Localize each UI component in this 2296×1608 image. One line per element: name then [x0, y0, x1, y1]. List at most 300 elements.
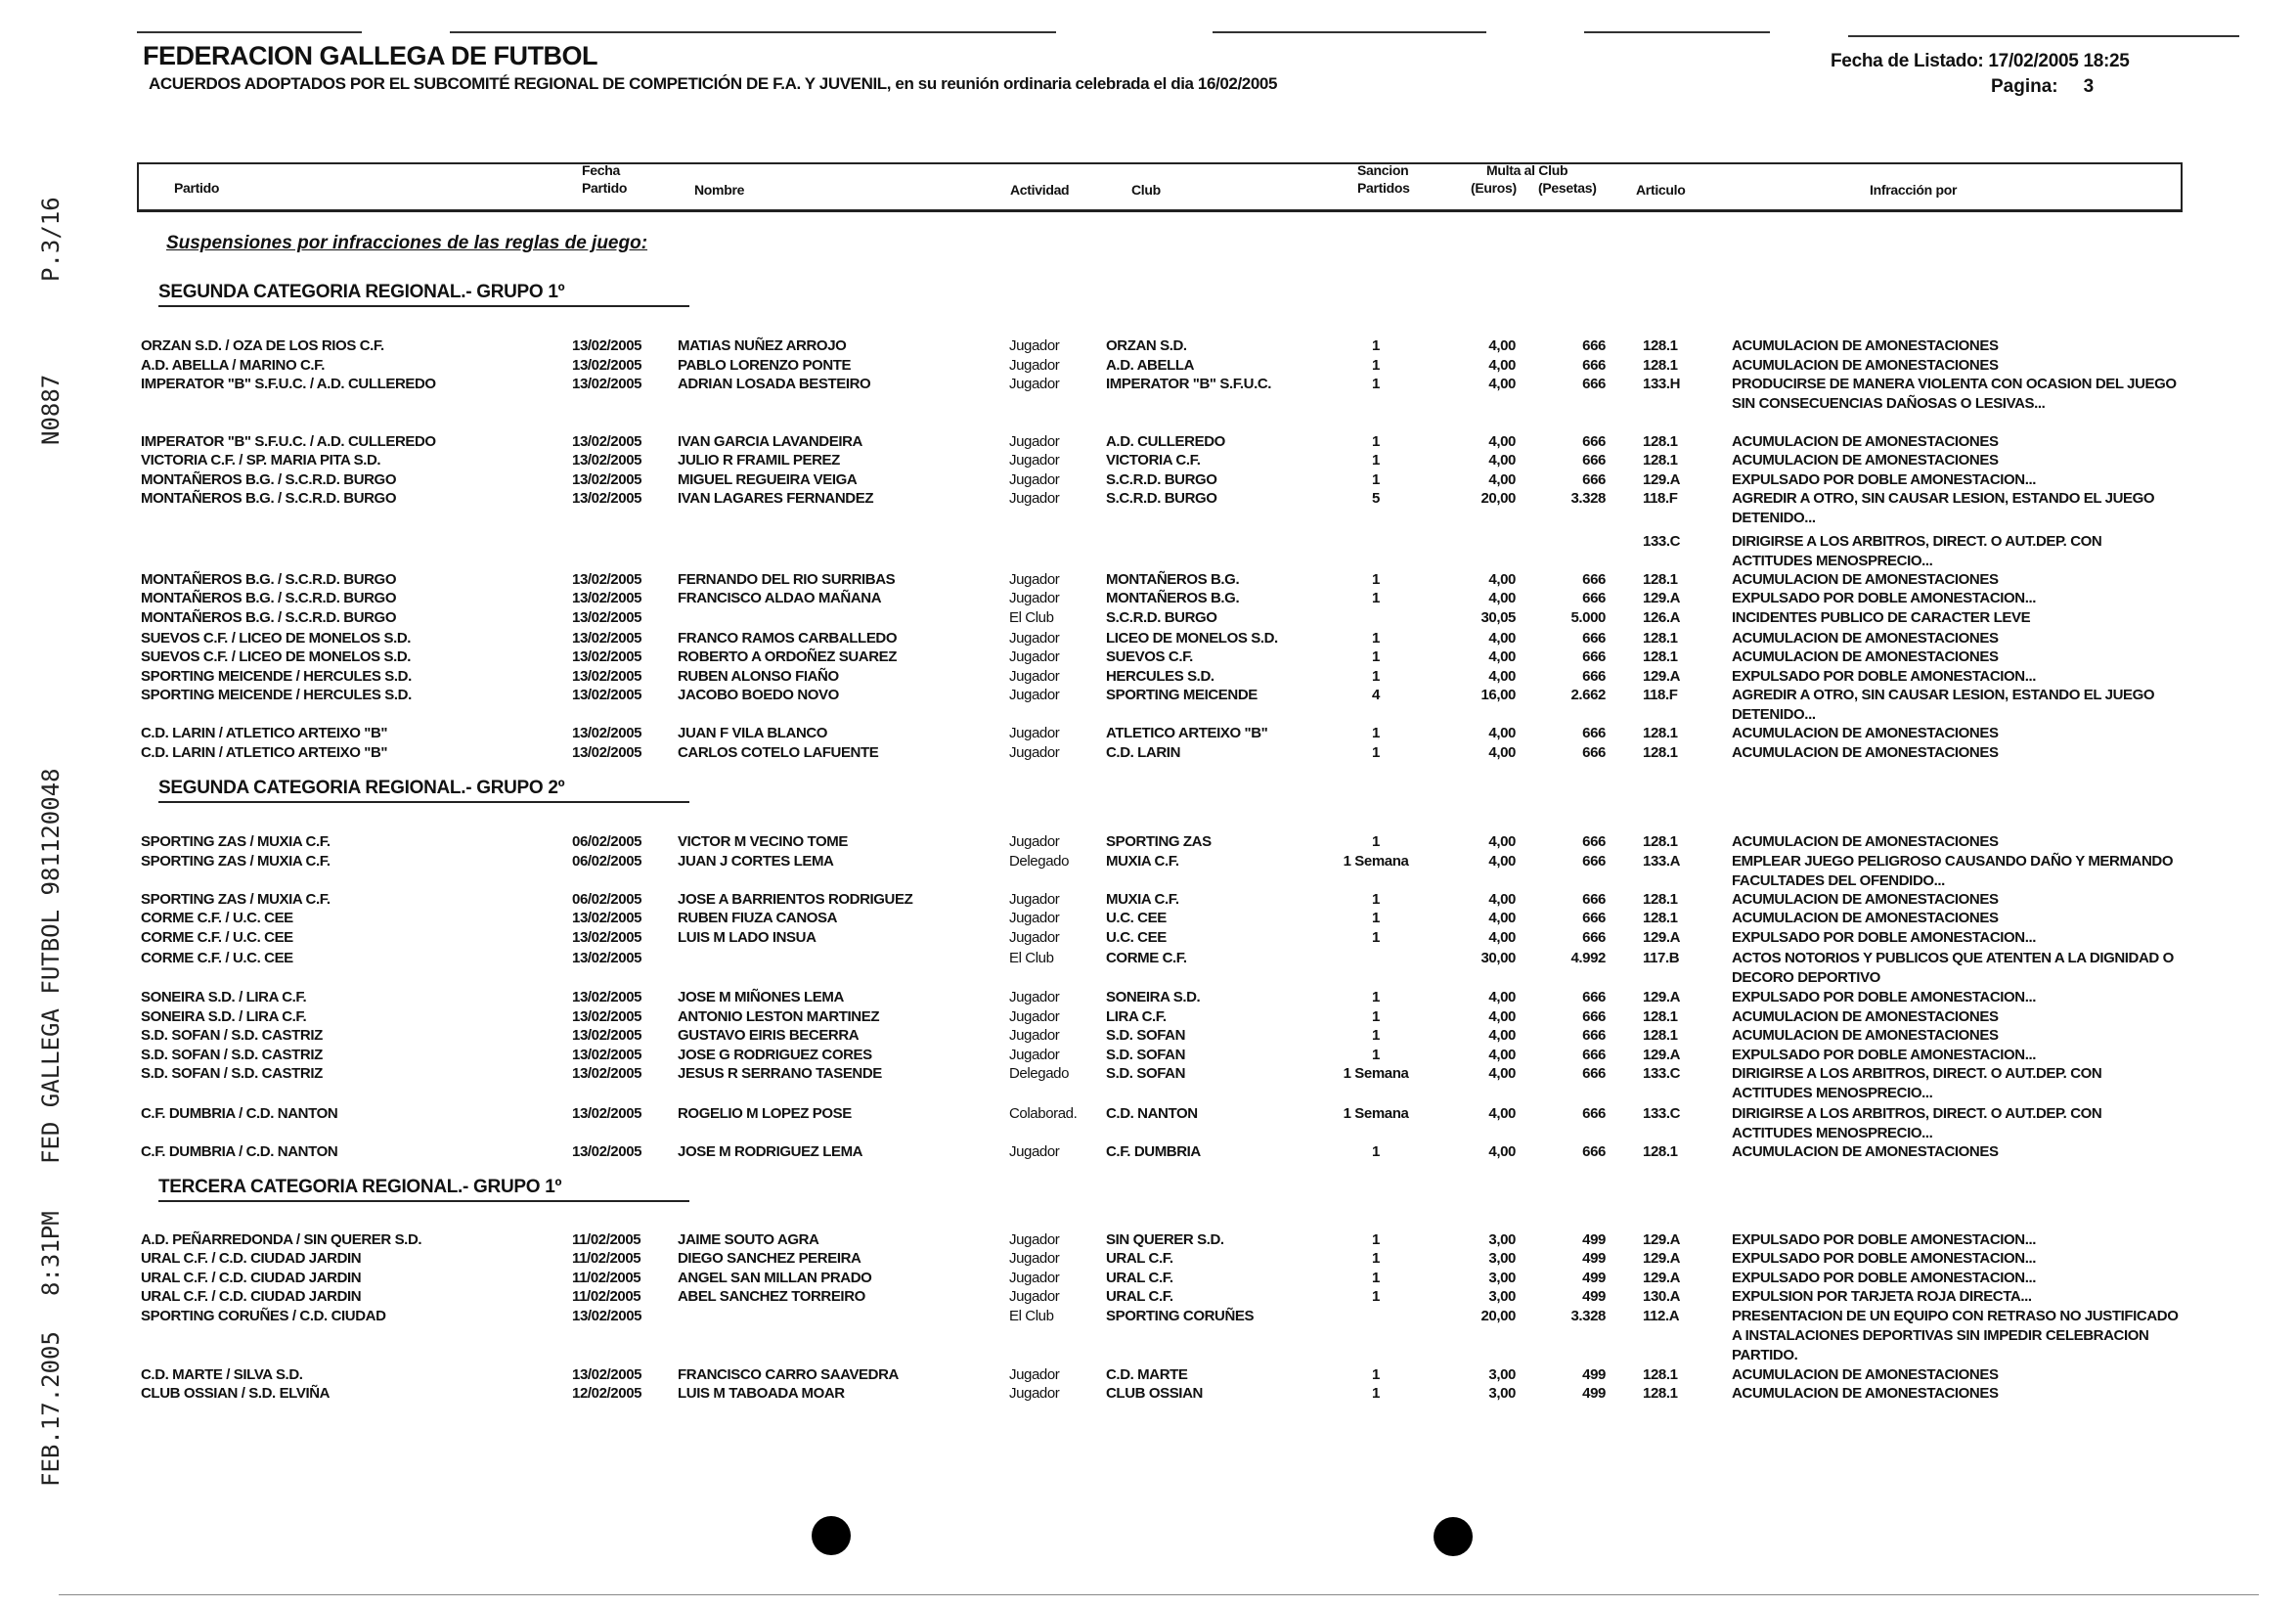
cell-fine-pesetas: 666 [1582, 376, 1606, 392]
cell-fine-euros: 4,00 [1488, 929, 1516, 946]
page-indicator [1991, 76, 2094, 98]
cell-role: Jugador [1009, 590, 1060, 606]
cell-role: Jugador [1009, 989, 1060, 1005]
cell-article: 129.A [1643, 929, 1681, 946]
cell-match: C.F. DUMBRIA / C.D. NANTON [141, 1105, 338, 1122]
cell-match-date: 06/02/2005 [572, 891, 642, 908]
cell-infraction: PRODUCIRSE DE MANERA VIOLENTA CON OCASION DEL JUEGO SIN CONSECUENCIAS DAÑOSAS O LESIVAS... [1732, 376, 2177, 412]
col-infraccion: Infracción por [1870, 182, 1958, 198]
cell-person-name: FERNANDO DEL RIO SURRIBAS [678, 571, 896, 588]
cell-match-date: 13/02/2005 [572, 989, 642, 1005]
fax-sender: FED GALLEGA FUTBOL 981120048 [37, 768, 65, 1164]
scan-line [1848, 35, 2239, 37]
cell-infraction: ACUMULACION DE AMONESTACIONES [1732, 648, 1999, 665]
cell-suspension: 1 [1372, 1288, 1380, 1305]
cell-suspension: 1 [1372, 433, 1380, 450]
table-row [0, 949, 2296, 986]
col-nombre: Nombre [694, 182, 745, 198]
cell-match: CLUB OSSIAN / S.D. ELVIÑA [141, 1385, 331, 1402]
cell-article: 118.F [1643, 687, 1678, 703]
cell-club: S.C.R.D. BURGO [1106, 490, 1217, 507]
cell-fine-pesetas: 666 [1582, 433, 1606, 450]
table-row [0, 336, 2296, 356]
cell-match: SPORTING MEICENDE / HERCULES S.D. [141, 668, 412, 685]
cell-match-date: 13/02/2005 [572, 1366, 642, 1383]
cell-infraction: ACUMULACION DE AMONESTACIONES [1732, 1143, 1999, 1160]
cell-role: Jugador [1009, 687, 1060, 703]
cell-infraction: EXPULSADO POR DOBLE AMONESTACION... [1732, 929, 2037, 946]
cell-article: 133.C [1643, 533, 1681, 550]
cell-fine-pesetas: 666 [1582, 668, 1606, 685]
cell-role: Jugador [1009, 433, 1060, 450]
cell-infraction: EXPULSADO POR DOBLE AMONESTACION... [1732, 668, 2037, 685]
cell-article: 128.1 [1643, 452, 1678, 469]
cell-match: C.D. MARTE / SILVA S.D. [141, 1366, 303, 1383]
cell-fine-pesetas: 666 [1582, 590, 1606, 606]
cell-match-date: 13/02/2005 [572, 929, 642, 946]
cell-club: IMPERATOR "B" S.F.U.C. [1106, 376, 1272, 392]
table-row [0, 988, 2296, 1007]
cell-role: Delegado [1009, 1065, 1070, 1082]
cell-match: ORZAN S.D. / OZA DE LOS RIOS C.F. [141, 337, 384, 354]
cell-match: URAL C.F. / C.D. CIUDAD JARDIN [141, 1250, 362, 1267]
cell-match-date: 13/02/2005 [572, 490, 642, 507]
cell-club: SUEVOS C.F. [1106, 648, 1193, 665]
cell-fine-euros: 3,00 [1488, 1385, 1516, 1402]
cell-role: Jugador [1009, 376, 1060, 392]
cell-article: 133.C [1643, 1065, 1681, 1082]
cell-suspension: 4 [1372, 687, 1380, 703]
cell-match: CORME C.F. / U.C. CEE [141, 929, 293, 946]
fax-number: N0887 [37, 374, 65, 445]
cell-club: URAL C.F. [1106, 1270, 1173, 1286]
scan-line [1213, 31, 1486, 33]
cell-fine-pesetas: 666 [1582, 853, 1606, 870]
cell-match: URAL C.F. / C.D. CIUDAD JARDIN [141, 1288, 362, 1305]
cell-person-name: ANGEL SAN MILLAN PRADO [678, 1270, 872, 1286]
cell-role: Jugador [1009, 833, 1060, 850]
cell-article: 129.A [1643, 989, 1681, 1005]
cell-match-date: 13/02/2005 [572, 1105, 642, 1122]
cell-match: S.D. SOFAN / S.D. CASTRIZ [141, 1047, 323, 1063]
cell-role: Jugador [1009, 490, 1060, 507]
cell-club: MUXIA C.F. [1106, 853, 1179, 870]
cell-infraction: DIRIGIRSE A LOS ARBITROS, DIRECT. O AUT.DEP. CON ACTITUDES MENOSPRECIO... [1732, 533, 2102, 569]
cell-role: Jugador [1009, 910, 1060, 926]
table-row [0, 648, 2296, 667]
cell-match: S.D. SOFAN / S.D. CASTRIZ [141, 1027, 323, 1044]
table-row [0, 1230, 2296, 1250]
cell-person-name: ADRIAN LOSADA BESTEIRO [678, 376, 871, 392]
cell-suspension: 1 [1372, 1231, 1380, 1248]
cell-fine-pesetas: 5.000 [1570, 609, 1606, 626]
cell-role: Jugador [1009, 1250, 1060, 1267]
cell-infraction: ACUMULACION DE AMONESTACIONES [1732, 910, 1999, 926]
cell-fine-euros: 3,00 [1488, 1250, 1516, 1267]
cell-article: 129.A [1643, 1231, 1681, 1248]
cell-match: SUEVOS C.F. / LICEO DE MONELOS S.D. [141, 630, 412, 647]
table-row [0, 1104, 2296, 1141]
cell-suspension: 1 [1372, 590, 1380, 606]
cell-fine-euros: 4,00 [1488, 471, 1516, 488]
fax-page: P.3/16 [37, 197, 65, 282]
cell-article: 129.A [1643, 668, 1681, 685]
col-articulo: Articulo [1636, 182, 1686, 198]
cell-infraction: EXPULSADO POR DOBLE AMONESTACION... [1732, 1250, 2037, 1267]
cell-fine-pesetas: 666 [1582, 929, 1606, 946]
cell-match: SPORTING ZAS / MUXIA C.F. [141, 891, 331, 908]
cell-fine-pesetas: 499 [1582, 1288, 1606, 1305]
cell-person-name: MATIAS NUÑEZ ARROJO [678, 337, 847, 354]
cell-article: 126.A [1643, 609, 1681, 626]
cell-infraction: DIRIGIRSE A LOS ARBITROS, DIRECT. O AUT.DEP. CON ACTITUDES MENOSPRECIO... [1732, 1065, 2102, 1101]
cell-club: S.D. SOFAN [1106, 1047, 1186, 1063]
listing-date: Fecha de Listado: 17/02/2005 18:25 [1831, 51, 2130, 71]
cell-person-name: IVAN GARCIA LAVANDEIRA [678, 433, 862, 450]
table-row [0, 356, 2296, 376]
cell-fine-euros: 3,00 [1488, 1231, 1516, 1248]
table-row [0, 852, 2296, 889]
cell-club: ORZAN S.D. [1106, 337, 1187, 354]
cell-match-date: 13/02/2005 [572, 1008, 642, 1025]
cell-person-name: JULIO R FRAMIL PEREZ [678, 452, 840, 469]
cell-match-date: 13/02/2005 [572, 609, 642, 626]
cell-match: A.D. ABELLA / MARINO C.F. [141, 357, 326, 374]
cell-infraction: PRESENTACION DE UN EQUIPO CON RETRASO NO JUSTIFICADO A INSTALACIONES DEPORTIVAS SIN IMPEDIR CELEBRACION PARTIDO. [1732, 1308, 2179, 1363]
cell-match-date: 13/02/2005 [572, 950, 642, 966]
cell-club: U.C. CEE [1106, 929, 1167, 946]
cell-fine-euros: 4,00 [1488, 1008, 1516, 1025]
scan-line [450, 31, 1056, 33]
cell-infraction: ACUMULACION DE AMONESTACIONES [1732, 433, 1999, 450]
cell-role: Jugador [1009, 1288, 1060, 1305]
group-heading: TERCERA CATEGORIA REGIONAL.- GRUPO 1º [158, 1177, 689, 1202]
cell-article: 129.A [1643, 1047, 1681, 1063]
cell-role: Jugador [1009, 1047, 1060, 1063]
table-row [0, 489, 2296, 526]
table-row [0, 1269, 2296, 1288]
cell-fine-euros: 4,00 [1488, 376, 1516, 392]
cell-club: A.D. ABELLA [1106, 357, 1195, 374]
cell-article: 128.1 [1643, 1027, 1678, 1044]
cell-article: 128.1 [1643, 833, 1678, 850]
cell-infraction: ACUMULACION DE AMONESTACIONES [1732, 571, 1999, 588]
cell-infraction: EXPULSADO POR DOBLE AMONESTACION... [1732, 1047, 2037, 1063]
cell-club: MONTAÑEROS B.G. [1106, 590, 1240, 606]
punch-hole [1434, 1517, 1473, 1556]
cell-suspension: 1 [1372, 833, 1380, 850]
cell-fine-pesetas: 666 [1582, 337, 1606, 354]
cell-article: 128.1 [1643, 744, 1678, 761]
cell-infraction: DIRIGIRSE A LOS ARBITROS, DIRECT. O AUT.DEP. CON ACTITUDES MENOSPRECIO... [1732, 1105, 2102, 1141]
table-row [0, 1046, 2296, 1065]
cell-fine-euros: 4,00 [1488, 433, 1516, 450]
cell-suspension: 1 [1372, 471, 1380, 488]
cell-fine-pesetas: 666 [1582, 357, 1606, 374]
cell-fine-pesetas: 666 [1582, 1065, 1606, 1082]
table-row [0, 1384, 2296, 1404]
cell-article: 129.A [1643, 471, 1681, 488]
table-row [0, 432, 2296, 452]
cell-match: A.D. PEÑARREDONDA / SIN QUERER S.D. [141, 1231, 422, 1248]
scan-line [59, 1594, 2259, 1595]
cell-fine-pesetas: 666 [1582, 630, 1606, 647]
cell-infraction: EXPULSADO POR DOBLE AMONESTACION... [1732, 989, 2037, 1005]
cell-infraction: EMPLEAR JUEGO PELIGROSO CAUSANDO DAÑO Y MERMANDO FACULTADES DEL OFENDIDO... [1732, 853, 2174, 889]
cell-suspension: 1 [1372, 648, 1380, 665]
cell-club: CLUB OSSIAN [1106, 1385, 1203, 1402]
cell-club: LICEO DE MONELOS S.D. [1106, 630, 1278, 647]
cell-match-date: 12/02/2005 [572, 1385, 642, 1402]
cell-person-name: PABLO LORENZO PONTE [678, 357, 852, 374]
cell-infraction: ACTOS NOTORIOS Y PUBLICOS QUE ATENTEN A LA DIGNIDAD O DECORO DEPORTIVO [1732, 950, 2174, 986]
cell-suspension: 1 Semana [1343, 1105, 1409, 1122]
cell-match: SPORTING MEICENDE / HERCULES S.D. [141, 687, 412, 703]
cell-person-name: JOSE A BARRIENTOS RODRIGUEZ [678, 891, 913, 908]
cell-fine-euros: 4,00 [1488, 725, 1516, 741]
cell-match-date: 13/02/2005 [572, 1047, 642, 1063]
cell-match-date: 13/02/2005 [572, 725, 642, 741]
punch-hole [812, 1516, 851, 1555]
cell-match-date: 13/02/2005 [572, 1308, 642, 1324]
col-fecha-top: Fecha [582, 162, 620, 178]
cell-article: 128.1 [1643, 648, 1678, 665]
cell-role: Colaborad. [1009, 1105, 1078, 1122]
cell-suspension: 1 [1372, 725, 1380, 741]
cell-fine-euros: 4,00 [1488, 891, 1516, 908]
cell-fine-euros: 4,00 [1488, 452, 1516, 469]
cell-article: 112.A [1643, 1308, 1680, 1324]
cell-role: El Club [1009, 950, 1054, 966]
cell-person-name: ANTONIO LESTON MARTINEZ [678, 1008, 880, 1025]
cell-fine-pesetas: 666 [1582, 744, 1606, 761]
cell-suspension: 1 [1372, 452, 1380, 469]
cell-match-date: 11/02/2005 [572, 1288, 641, 1305]
cell-match-date: 13/02/2005 [572, 668, 642, 685]
document-title: FEDERACION GALLEGA DE FUTBOL [143, 41, 597, 70]
cell-club: MUXIA C.F. [1106, 891, 1179, 908]
cell-role: Jugador [1009, 1231, 1060, 1248]
cell-match: SPORTING ZAS / MUXIA C.F. [141, 853, 331, 870]
cell-fine-euros: 4,00 [1488, 1065, 1516, 1082]
cell-match-date: 06/02/2005 [572, 833, 642, 850]
cell-infraction: ACUMULACION DE AMONESTACIONES [1732, 833, 1999, 850]
cell-role: Jugador [1009, 929, 1060, 946]
cell-club: C.D. LARIN [1106, 744, 1180, 761]
cell-person-name: IVAN LAGARES FERNANDEZ [678, 490, 874, 507]
cell-fine-euros: 4,00 [1488, 833, 1516, 850]
cell-match-date: 13/02/2005 [572, 910, 642, 926]
cell-match: SONEIRA S.D. / LIRA C.F. [141, 1008, 307, 1025]
cell-match: MONTAÑEROS B.G. / S.C.R.D. BURGO [141, 490, 397, 507]
cell-person-name: JUAN F VILA BLANCO [678, 725, 828, 741]
cell-club: C.F. DUMBRIA [1106, 1143, 1201, 1160]
table-row [0, 589, 2296, 608]
cell-fine-pesetas: 2.662 [1570, 687, 1606, 703]
table-row [0, 1142, 2296, 1162]
table-row [0, 532, 2296, 569]
cell-infraction: ACUMULACION DE AMONESTACIONES [1732, 337, 1999, 354]
cell-match: MONTAÑEROS B.G. / S.C.R.D. BURGO [141, 609, 397, 626]
cell-suspension: 1 [1372, 337, 1380, 354]
cell-role: Jugador [1009, 452, 1060, 469]
cell-person-name: JUAN J CORTES LEMA [678, 853, 834, 870]
table-row [0, 470, 2296, 490]
cell-fine-euros: 30,05 [1480, 609, 1516, 626]
cell-article: 129.A [1643, 1250, 1681, 1267]
cell-person-name: JESUS R SERRANO TASENDE [678, 1065, 882, 1082]
cell-person-name: FRANCISCO CARRO SAAVEDRA [678, 1366, 899, 1383]
cell-match: IMPERATOR "B" S.F.U.C. / A.D. CULLEREDO [141, 433, 436, 450]
cell-match: SONEIRA S.D. / LIRA C.F. [141, 989, 307, 1005]
cell-person-name: ROGELIO M LOPEZ POSE [678, 1105, 852, 1122]
cell-article: 128.1 [1643, 891, 1678, 908]
cell-club: SPORTING MEICENDE [1106, 687, 1258, 703]
cell-match: URAL C.F. / C.D. CIUDAD JARDIN [141, 1270, 362, 1286]
cell-suspension: 1 [1372, 1270, 1380, 1286]
cell-match: VICTORIA C.F. / SP. MARIA PITA S.D. [141, 452, 381, 469]
cell-suspension: 1 [1372, 989, 1380, 1005]
cell-club: MONTAÑEROS B.G. [1106, 571, 1240, 588]
cell-article: 128.1 [1643, 630, 1678, 647]
cell-infraction: EXPULSADO POR DOBLE AMONESTACION... [1732, 590, 2037, 606]
cell-fine-pesetas: 666 [1582, 725, 1606, 741]
cell-infraction: ACUMULACION DE AMONESTACIONES [1732, 1027, 1999, 1044]
cell-person-name: FRANCISCO ALDAO MAÑANA [678, 590, 882, 606]
cell-match-date: 13/02/2005 [572, 744, 642, 761]
cell-person-name: MIGUEL REGUEIRA VEIGA [678, 471, 858, 488]
cell-suspension: 1 [1372, 910, 1380, 926]
cell-fine-pesetas: 666 [1582, 1008, 1606, 1025]
cell-match-date: 13/02/2005 [572, 590, 642, 606]
cell-suspension: 1 [1372, 891, 1380, 908]
cell-suspension: 1 [1372, 1027, 1380, 1044]
table-row [0, 1064, 2296, 1101]
cell-infraction: ACUMULACION DE AMONESTACIONES [1732, 891, 1999, 908]
cell-person-name: VICTOR M VECINO TOME [678, 833, 848, 850]
cell-fine-euros: 4,00 [1488, 744, 1516, 761]
cell-fine-euros: 4,00 [1488, 910, 1516, 926]
table-row [0, 743, 2296, 763]
cell-match: SPORTING CORUÑES / C.D. CIUDAD [141, 1308, 386, 1324]
cell-club: A.D. CULLEREDO [1106, 433, 1225, 450]
table-row [0, 1287, 2296, 1307]
cell-infraction: AGREDIR A OTRO, SIN CAUSAR LESION, ESTANDO EL JUEGO DETENIDO... [1732, 687, 2155, 723]
cell-fine-pesetas: 666 [1582, 571, 1606, 588]
cell-match-date: 13/02/2005 [572, 1027, 642, 1044]
cell-club: S.C.R.D. BURGO [1106, 471, 1217, 488]
cell-role: Jugador [1009, 1143, 1060, 1160]
cell-fine-pesetas: 666 [1582, 452, 1606, 469]
col-sancion-bottom: Partidos [1357, 180, 1410, 196]
cell-fine-euros: 4,00 [1488, 853, 1516, 870]
cell-club: VICTORIA C.F. [1106, 452, 1201, 469]
cell-person-name: LUIS M LADO INSUA [678, 929, 817, 946]
cell-club: ATLETICO ARTEIXO "B" [1106, 725, 1268, 741]
cell-fine-pesetas: 666 [1582, 1027, 1606, 1044]
cell-article: 128.1 [1643, 433, 1678, 450]
table-row [0, 832, 2296, 852]
cell-article: 129.A [1643, 1270, 1681, 1286]
table-row [0, 1307, 2296, 1363]
cell-fine-pesetas: 666 [1582, 1047, 1606, 1063]
cell-match-date: 13/02/2005 [572, 687, 642, 703]
cell-suspension: 1 [1372, 1008, 1380, 1025]
cell-infraction: ACUMULACION DE AMONESTACIONES [1732, 1366, 1999, 1383]
cell-infraction: EXPULSION POR TARJETA ROJA DIRECTA... [1732, 1288, 2032, 1305]
cell-fine-pesetas: 499 [1582, 1366, 1606, 1383]
cell-match-date: 13/02/2005 [572, 471, 642, 488]
cell-club: C.D. MARTE [1106, 1366, 1188, 1383]
cell-suspension: 1 [1372, 929, 1380, 946]
cell-article: 128.1 [1643, 725, 1678, 741]
cell-article: 128.1 [1643, 910, 1678, 926]
cell-club: CORME C.F. [1106, 950, 1187, 966]
cell-fine-pesetas: 666 [1582, 471, 1606, 488]
table-row [0, 928, 2296, 948]
group-heading: SEGUNDA CATEGORIA REGIONAL.- GRUPO 2º [158, 778, 689, 803]
cell-person-name: ABEL SANCHEZ TORREIRO [678, 1288, 865, 1305]
col-pesetas: (Pesetas) [1538, 180, 1597, 196]
section-heading: Suspensiones por infracciones de las reglas de juego: [166, 233, 648, 253]
cell-club: SPORTING CORUÑES [1106, 1308, 1255, 1324]
cell-match: CORME C.F. / U.C. CEE [141, 950, 293, 966]
cell-infraction: ACUMULACION DE AMONESTACIONES [1732, 452, 1999, 469]
cell-suspension: 1 Semana [1343, 853, 1409, 870]
cell-article: 128.1 [1643, 357, 1678, 374]
cell-infraction: ACUMULACION DE AMONESTACIONES [1732, 357, 1999, 374]
cell-suspension: 1 [1372, 668, 1380, 685]
cell-role: Jugador [1009, 1366, 1060, 1383]
cell-fine-euros: 4,00 [1488, 648, 1516, 665]
cell-article: 117.B [1643, 950, 1680, 966]
cell-infraction: EXPULSADO POR DOBLE AMONESTACION... [1732, 1270, 2037, 1286]
cell-infraction: AGREDIR A OTRO, SIN CAUSAR LESION, ESTANDO EL JUEGO DETENIDO... [1732, 490, 2155, 526]
table-row [0, 451, 2296, 470]
cell-match: IMPERATOR "B" S.F.U.C. / A.D. CULLEREDO [141, 376, 436, 392]
cell-article: 129.A [1643, 590, 1681, 606]
cell-club: C.D. NANTON [1106, 1105, 1198, 1122]
cell-fine-euros: 30,00 [1480, 950, 1516, 966]
group-heading: SEGUNDA CATEGORIA REGIONAL.- GRUPO 1º [158, 282, 689, 307]
cell-article: 128.1 [1643, 1366, 1678, 1383]
fax-date: FEB.17.2005 [37, 1331, 65, 1487]
table-row [0, 1249, 2296, 1269]
cell-role: Jugador [1009, 891, 1060, 908]
cell-match: C.D. LARIN / ATLETICO ARTEIXO "B" [141, 725, 388, 741]
cell-fine-euros: 4,00 [1488, 1047, 1516, 1063]
cell-fine-euros: 20,00 [1480, 1308, 1516, 1324]
cell-suspension: 1 [1372, 1385, 1380, 1402]
cell-person-name: FRANCO RAMOS CARBALLEDO [678, 630, 898, 647]
col-sancion-top: Sancion [1357, 162, 1409, 178]
cell-role: Jugador [1009, 471, 1060, 488]
cell-club: S.D. SOFAN [1106, 1065, 1186, 1082]
cell-article: 133.H [1643, 376, 1681, 392]
cell-fine-euros: 16,00 [1480, 687, 1516, 703]
cell-role: Jugador [1009, 1385, 1060, 1402]
cell-article: 128.1 [1643, 1385, 1678, 1402]
scan-line [1584, 31, 1770, 33]
cell-match: SPORTING ZAS / MUXIA C.F. [141, 833, 331, 850]
table-row [0, 608, 2296, 628]
cell-person-name: RUBEN FIUZA CANOSA [678, 910, 838, 926]
cell-person-name: GUSTAVO EIRIS BECERRA [678, 1027, 860, 1044]
cell-fine-pesetas: 666 [1582, 1105, 1606, 1122]
cell-match-date: 11/02/2005 [572, 1250, 641, 1267]
cell-article: 128.1 [1643, 1143, 1678, 1160]
cell-suspension: 1 [1372, 1366, 1380, 1383]
